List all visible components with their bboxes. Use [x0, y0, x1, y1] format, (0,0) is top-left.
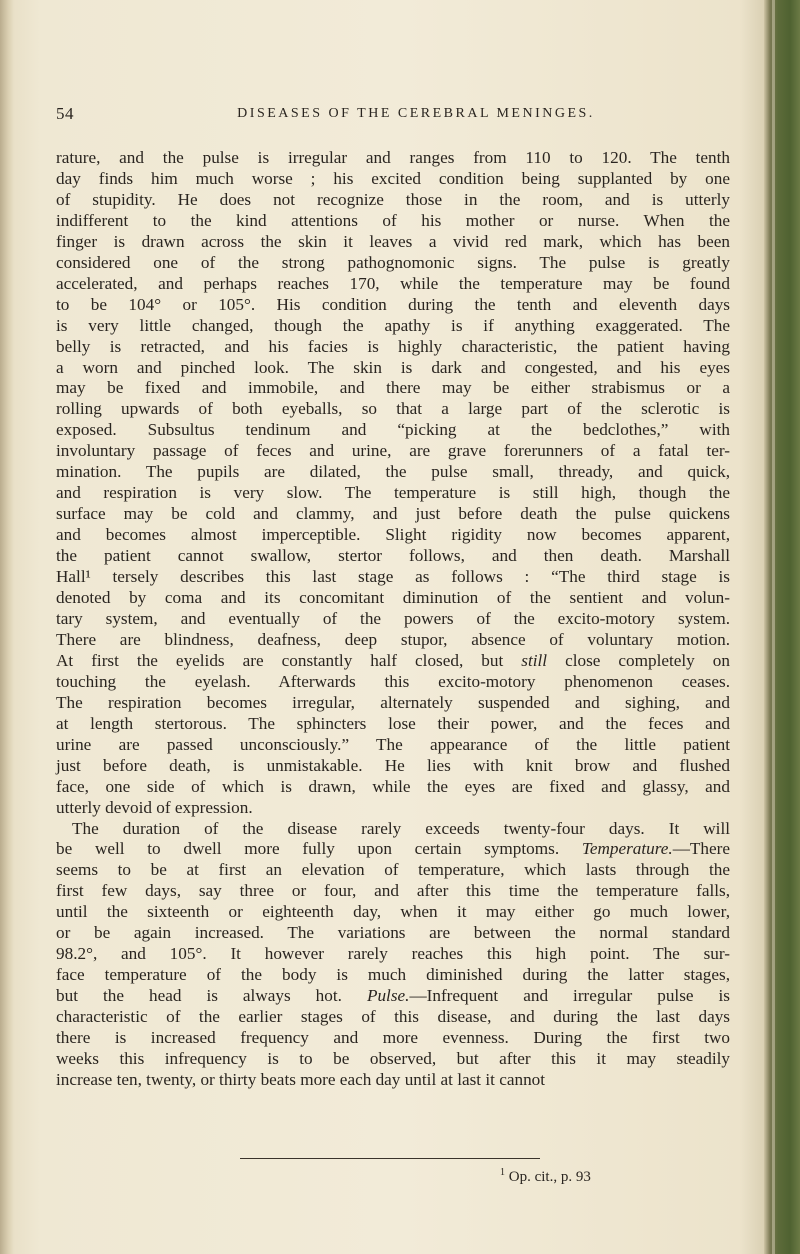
text-line: to be 104° or 105°. His condition during the tenth and eleventh days — [56, 294, 730, 314]
footnote-rule — [240, 1158, 540, 1159]
text-line: utterly devoid of expression. — [56, 797, 253, 817]
text-line: involuntary passage of feces and urine, are grave forerunners of a fatal ter- — [56, 441, 730, 461]
text-line: of stupidity. He does not recognize those in the room, and is utterly — [56, 189, 730, 209]
text-line: day finds him much worse ; his excited condition being supplanted by one — [56, 168, 730, 188]
footnote-marker: 1 — [500, 1167, 505, 1178]
text-line: the patient cannot swallow, stertor follows, and then death. Marshall — [56, 546, 730, 566]
text-line: finger is drawn across the skin it leaves a vivid red mark, which has been — [56, 231, 730, 251]
text-line: be well to dwell more fully upon certain symptoms. Temperature.—There — [56, 839, 730, 859]
text-line: a worn and pinched look. The skin is dark and congested, and his eyes — [56, 357, 730, 377]
footnote — [500, 1167, 591, 1186]
page-number: 54 — [56, 104, 74, 123]
text-line: tary system, and eventually of the powers of the excito-motory system. — [56, 608, 730, 628]
text-line: indifferent to the kind attentions of his mother or nurse. When the — [56, 210, 730, 230]
text-line: rolling upwards of both eyeballs, so that a large part of the sclerotic is — [56, 399, 730, 419]
text-line: may be fixed and immobile, and there may be either strabismus or a — [56, 378, 730, 398]
text-line: is very little changed, though the apathy is if anything exaggerated. The — [56, 315, 730, 335]
text-line: At first the eyelids are constantly half closed, but still close completely on — [56, 650, 730, 670]
text-line: 98.2°, and 105°. It however rarely reaches this high point. The sur- — [56, 944, 730, 964]
text-line: seems to be at first an elevation of temperature, which lasts through the — [56, 860, 730, 880]
text-line: mination. The pupils are dilated, the pulse small, thready, and quick, — [56, 462, 730, 482]
text-line: surface may be cold and clammy, and just before death the pulse quickens — [56, 504, 730, 524]
text-line: belly is retracted, and his facies is highly characteristic, the patient having — [56, 336, 730, 356]
text-line: just before death, is unmistakable. He lies with knit brow and flushed — [56, 755, 730, 775]
text-line: accelerated, and perhaps reaches 170, while the temperature may be found — [56, 273, 730, 293]
text-line: until the sixteenth or eighteenth day, when it may either go much lower, — [56, 902, 730, 922]
text-line: there is increased frequency and more evenness. During the first two — [56, 1028, 730, 1048]
text-line: or be again increased. The variations are between the normal standard — [56, 923, 730, 943]
footnote-text: Op. cit., p. 93 — [508, 1169, 591, 1185]
text-line: increase ten, twenty, or thirty beats more each day until at last it cannot — [56, 1069, 546, 1089]
text-line: rature, and the pulse is irregular and ranges from 110 to 120. The tenth — [56, 148, 730, 167]
page-header — [56, 104, 726, 126]
text-line: considered one of the strong pathognomonic signs. The pulse is greatly — [56, 252, 730, 272]
book-edge — [764, 0, 800, 1254]
text-line: characteristic of the earlier stages of this disease, and during the last days — [56, 1007, 730, 1027]
text-line: face temperature of the body is much diminished during the latter stages, — [56, 965, 730, 985]
text-line: Hall¹ tersely describes this last stage as follows : “The third stage is — [56, 567, 730, 587]
text-line: and respiration is very slow. The temperature is still high, though the — [56, 483, 730, 503]
page-gutter-shadow — [0, 0, 14, 1254]
text-line: face, one side of which is drawn, while the eyes are fixed and glassy, and — [56, 776, 730, 796]
text-line: at length stertorous. The sphincters lose their power, and the feces and — [56, 713, 730, 733]
text-line: weeks this infrequency is to be observed, but after this it may steadily — [56, 1048, 730, 1068]
text-line: denoted by coma and its concomitant diminution of the sentient and volun- — [56, 588, 730, 608]
text-line: urine are passed unconsciously.” The appearance of the little patient — [56, 734, 730, 754]
text-line: The respiration becomes irregular, alternately suspended and sighing, and — [56, 692, 730, 712]
text-line: but the head is always hot. Pulse.—Infrequent and irregular pulse is — [56, 986, 730, 1006]
text-line: There are blindness, deafness, deep stupor, absence of voluntary motion. — [56, 629, 730, 649]
running-head: DISEASES OF THE CEREBRAL MENINGES. — [237, 106, 595, 121]
text-line: exposed. Subsultus tendinum and “picking at the bedclothes,” with — [56, 420, 730, 440]
text-line: touching the eyelash. Afterwards this excito-motory phenomenon ceases. — [56, 671, 730, 691]
text-line: The duration of the disease rarely exceeds twenty-four days. It will — [72, 818, 730, 838]
text-line: first few days, say three or four, and after this time the temperature falls, — [56, 881, 730, 901]
text-line: and becomes almost imperceptible. Slight rigidity now becomes apparent, — [56, 525, 730, 545]
body-text — [56, 148, 730, 1091]
